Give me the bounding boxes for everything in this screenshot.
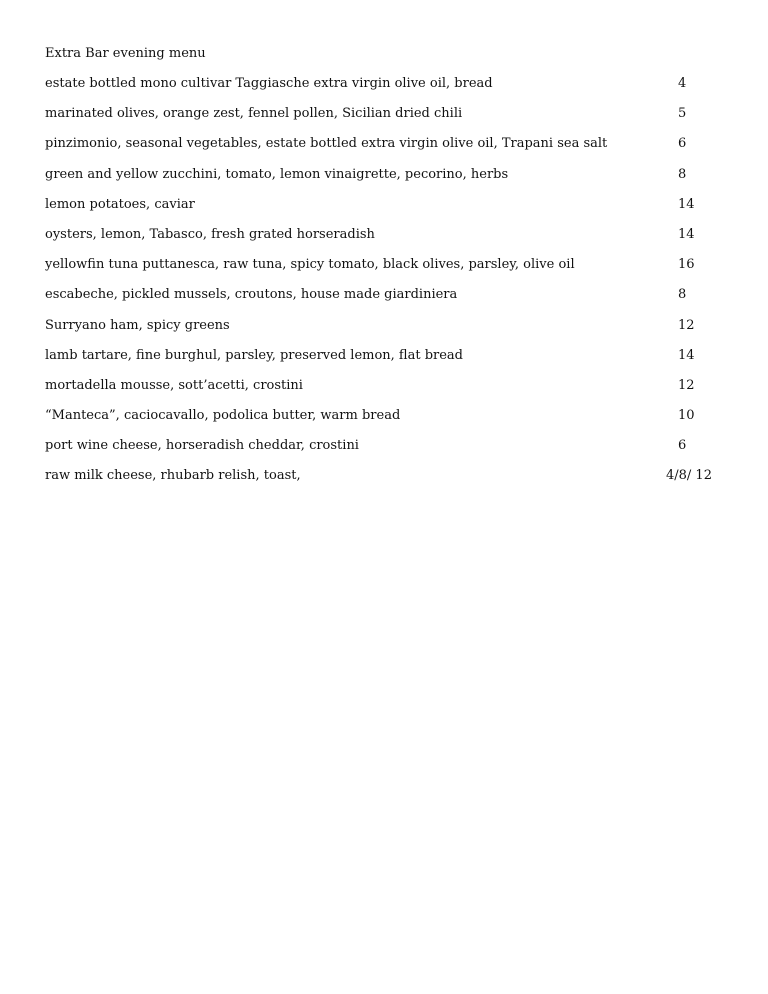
item-price: 14: [678, 226, 695, 242]
item-description: lemon potatoes, caviar: [45, 196, 195, 212]
item-description: oysters, lemon, Tabasco, fresh grated horseradish: [45, 226, 375, 242]
menu-title: Extra Bar evening menu: [45, 46, 206, 61]
item-description: lamb tartare, fine burghul, parsley, preserved lemon, flat bread: [45, 347, 464, 363]
menu-item: [45, 105, 725, 135]
menu-item: [45, 407, 725, 437]
item-price: 6: [678, 136, 687, 152]
menu-item: [45, 347, 725, 377]
item-description: estate bottled mono cultivar Taggiasche extra virgin olive oil, bread: [45, 76, 493, 91]
item-description: yellowfin tuna puttanesca, raw tuna, spicy tomato, black olives, parsley, olive oil: [45, 257, 575, 273]
item-price: 10: [678, 408, 695, 424]
item-price: 5: [678, 106, 687, 122]
menu-item: [45, 196, 725, 226]
menu-item: [45, 317, 725, 347]
menu-item: [45, 166, 725, 196]
item-description: Surryano ham, spicy greens: [45, 317, 230, 333]
menu-list: [45, 75, 725, 498]
item-description: raw milk cheese, rhubarb relish, toast,: [45, 468, 301, 484]
item-description: port wine cheese, horseradish cheddar, crostini: [45, 438, 359, 454]
menu-item: [45, 286, 725, 316]
item-price: 12: [678, 377, 695, 393]
menu-item: [45, 256, 725, 286]
item-price: 6: [678, 438, 687, 454]
item-price: 8: [678, 166, 687, 182]
item-price: 16: [678, 257, 695, 273]
menu-item: [45, 437, 725, 467]
menu-item: [45, 377, 725, 407]
item-price: 4: [678, 76, 687, 91]
item-price: 14: [678, 196, 695, 212]
menu-item: [45, 467, 725, 497]
item-description: green and yellow zucchini, tomato, lemon vinaigrette, pecorino, herbs: [45, 166, 509, 182]
item-price: 14: [678, 347, 695, 363]
menu-item: [45, 75, 725, 105]
item-price: 4/8/ 12: [666, 468, 712, 484]
item-description: escabeche, pickled mussels, croutons, house made giardiniera: [45, 287, 458, 303]
item-price: 12: [678, 317, 695, 333]
item-description: pinzimonio, seasonal vegetables, estate bottled extra virgin olive oil, Trapani sea salt: [45, 136, 608, 152]
item-description: mortadella mousse, sott’acetti, crostini: [45, 377, 303, 393]
menu-item: [45, 135, 725, 165]
menu-item: [45, 226, 725, 256]
item-price: 8: [678, 287, 687, 303]
item-description: “Manteca”, caciocavallo, podolica butter, warm bread: [45, 408, 401, 424]
item-description: marinated olives, orange zest, fennel pollen, Sicilian dried chili: [45, 106, 463, 122]
